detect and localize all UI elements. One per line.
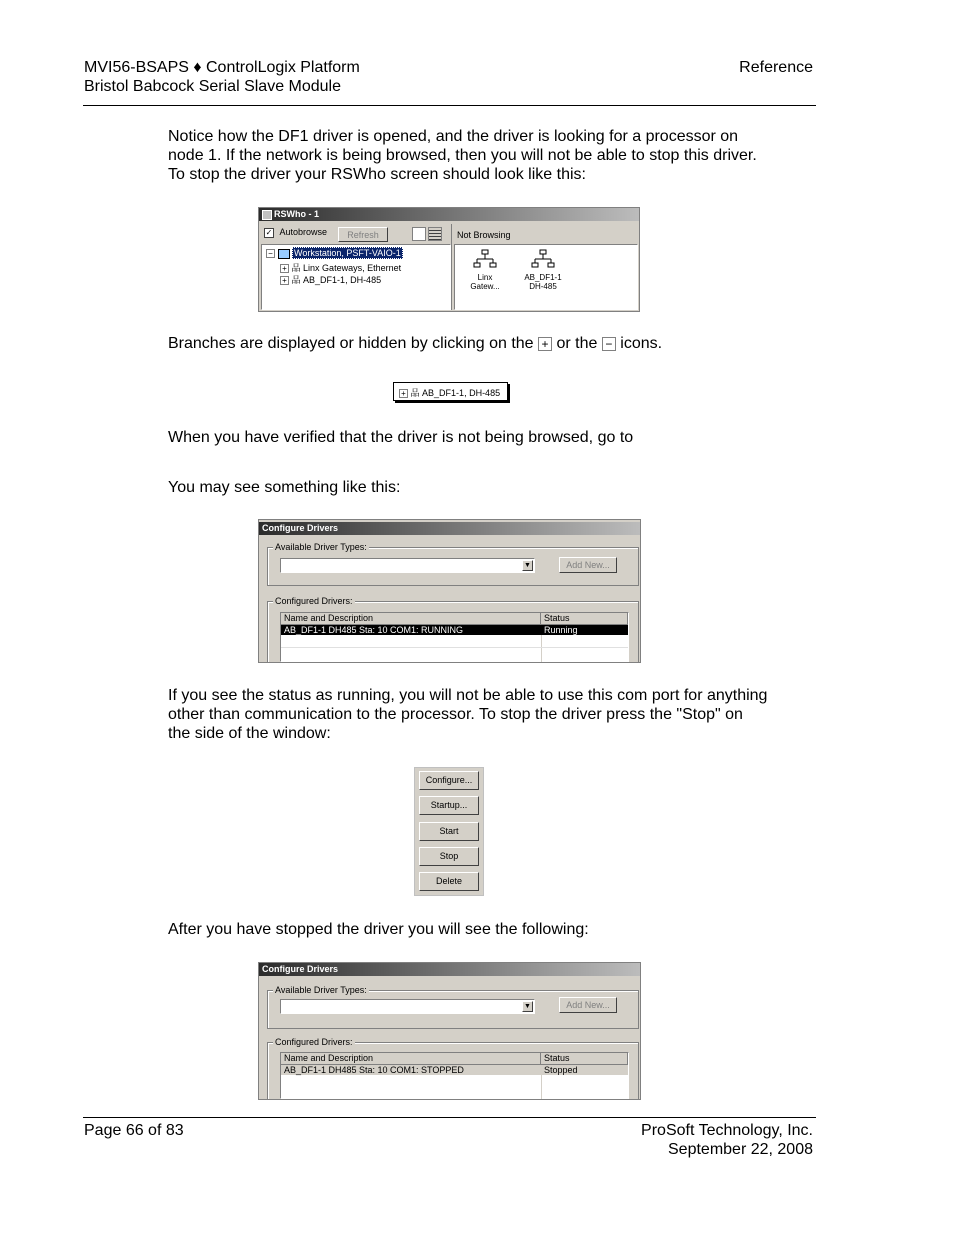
column-header-status[interactable]: Status — [541, 613, 628, 625]
autobrowse-checkbox[interactable]: ✓ Autobrowse — [265, 227, 328, 237]
driver-type-select[interactable] — [280, 999, 535, 1014]
item-label: AB_DF1-1 — [524, 273, 562, 282]
browse-status: Not Browsing — [457, 230, 511, 240]
driver-row-name[interactable]: AB_DF1-1 DH485 Sta: 10 COM1: STOPPED — [281, 1065, 541, 1075]
item-label: DH-485 — [529, 282, 557, 291]
text-segment: icons. — [620, 335, 663, 352]
network-icon — [473, 249, 497, 271]
header-rule — [83, 105, 816, 106]
driver-type-select[interactable] — [280, 558, 535, 573]
startup-button[interactable]: Startup... — [419, 796, 479, 815]
column-divider — [541, 635, 542, 663]
paragraph-may-see: You may see something like this: — [168, 479, 401, 496]
driver-row-name[interactable]: AB_DF1-1 DH485 Sta: 10 COM1: RUNNING — [281, 625, 541, 635]
network-icon: 品 — [291, 275, 301, 285]
footer-page-number: Page 66 of 83 — [84, 1122, 184, 1139]
configured-drivers-list[interactable] — [280, 1052, 629, 1099]
driver-row-status[interactable]: Running — [541, 625, 628, 635]
tree-label-df1: AB_DF1-1, DH-485 — [303, 275, 382, 285]
tree-node-workstation[interactable] — [266, 248, 403, 259]
header-product: MVI56-BSAPS ♦ ControlLogix Platform — [84, 59, 360, 76]
configured-label: Configured Drivers: — [275, 1037, 353, 1047]
configured-label: Configured Drivers: — [275, 596, 353, 606]
header-section: Reference — [739, 59, 813, 76]
available-label: Available Driver Types: — [275, 542, 367, 552]
item-label: Gatew... — [470, 282, 500, 291]
text-segment: Branches are displayed or hidden by clicking on the — [168, 335, 534, 352]
expand-icon: + — [538, 337, 552, 351]
icon-pane[interactable] — [454, 244, 638, 310]
footer-date: September 22, 2008 — [668, 1141, 813, 1158]
rswho-window — [258, 207, 640, 312]
stop-button[interactable]: Stop — [419, 847, 479, 866]
tree-view-icon[interactable] — [412, 227, 426, 241]
tree-node-sample[interactable] — [393, 382, 508, 401]
expand-icon[interactable]: + — [399, 389, 408, 398]
network-icon — [531, 249, 555, 271]
column-header-name[interactable]: Name and Description — [281, 1053, 541, 1065]
collapse-icon[interactable]: − — [266, 249, 275, 258]
df1-driver-item[interactable] — [521, 249, 565, 291]
start-button[interactable]: Start — [419, 822, 479, 841]
network-icon: 品 — [291, 263, 301, 273]
item-label: Linx — [477, 273, 493, 282]
paragraph-stopped: After you have stopped the driver you will see the following: — [168, 921, 589, 938]
dropdown-arrow-icon[interactable]: ▼ — [522, 1001, 533, 1012]
footer-rule — [83, 1117, 816, 1118]
rswho-titlebar — [259, 208, 639, 221]
paragraph-verified: When you have verified that the driver is not being browsed, go to — [168, 429, 634, 446]
refresh-button[interactable]: Refresh — [338, 227, 388, 242]
configure-drivers-window-stopped — [258, 962, 641, 1100]
list-view-icon[interactable] — [428, 227, 442, 241]
autobrowse-label: Autobrowse — [279, 227, 328, 237]
collapse-icon: − — [602, 337, 616, 351]
app-icon — [262, 210, 272, 220]
paragraph-df1-driver: Notice how the DF1 driver is opened, and the driver is looking for a processor on node 1. If the network is being browsed, then you will not be able to stop this driver. To stop the driver your RSWho screen should look like this: — [168, 128, 757, 183]
delete-button[interactable]: Delete — [419, 872, 479, 891]
column-divider — [541, 1075, 542, 1100]
configure-drivers-window-running — [258, 519, 641, 663]
add-new-button[interactable]: Add New... — [559, 557, 617, 573]
expand-icon[interactable]: + — [280, 264, 289, 273]
expand-icon[interactable]: + — [280, 276, 289, 285]
tree-node-df1[interactable] — [280, 273, 381, 286]
driver-action-panel — [414, 767, 484, 896]
tree-label-workstation: Workstation, PSFT-VAIO-1 — [294, 248, 401, 258]
configured-drivers-list[interactable] — [280, 612, 629, 662]
rswho-title: RSWho - 1 — [274, 209, 319, 219]
tree-label-linx: Linx Gateways, Ethernet — [303, 263, 402, 273]
configure-drivers-titlebar: Configure Drivers — [259, 963, 640, 976]
workstation-icon — [278, 249, 290, 259]
dropdown-arrow-icon[interactable]: ▼ — [522, 560, 533, 571]
footer-company: ProSoft Technology, Inc. — [641, 1122, 813, 1139]
header-module: Bristol Babcock Serial Slave Module — [84, 78, 342, 95]
configure-drivers-titlebar: Configure Drivers — [259, 522, 640, 535]
tree-sample-label: AB_DF1-1, DH-485 — [422, 388, 501, 398]
paragraph-status-running: If you see the status as running, you will not be able to use this com port for anything other than communication to the processor. To stop the driver press the "Stop" on the side of the window: — [168, 687, 768, 742]
linx-gateway-item[interactable] — [465, 249, 505, 291]
row-divider — [281, 647, 628, 648]
add-new-button[interactable]: Add New... — [559, 997, 617, 1013]
column-header-status[interactable]: Status — [541, 1053, 628, 1065]
configure-button[interactable]: Configure... — [419, 771, 479, 790]
network-icon: 品 — [410, 388, 420, 398]
paragraph-branches — [168, 334, 768, 353]
tree-pane[interactable] — [261, 244, 451, 310]
available-label: Available Driver Types: — [275, 985, 367, 995]
column-header-name[interactable]: Name and Description — [281, 613, 541, 625]
driver-row-status[interactable]: Stopped — [541, 1065, 628, 1075]
splitter[interactable] — [451, 224, 452, 310]
text-segment: or the — [556, 335, 598, 352]
